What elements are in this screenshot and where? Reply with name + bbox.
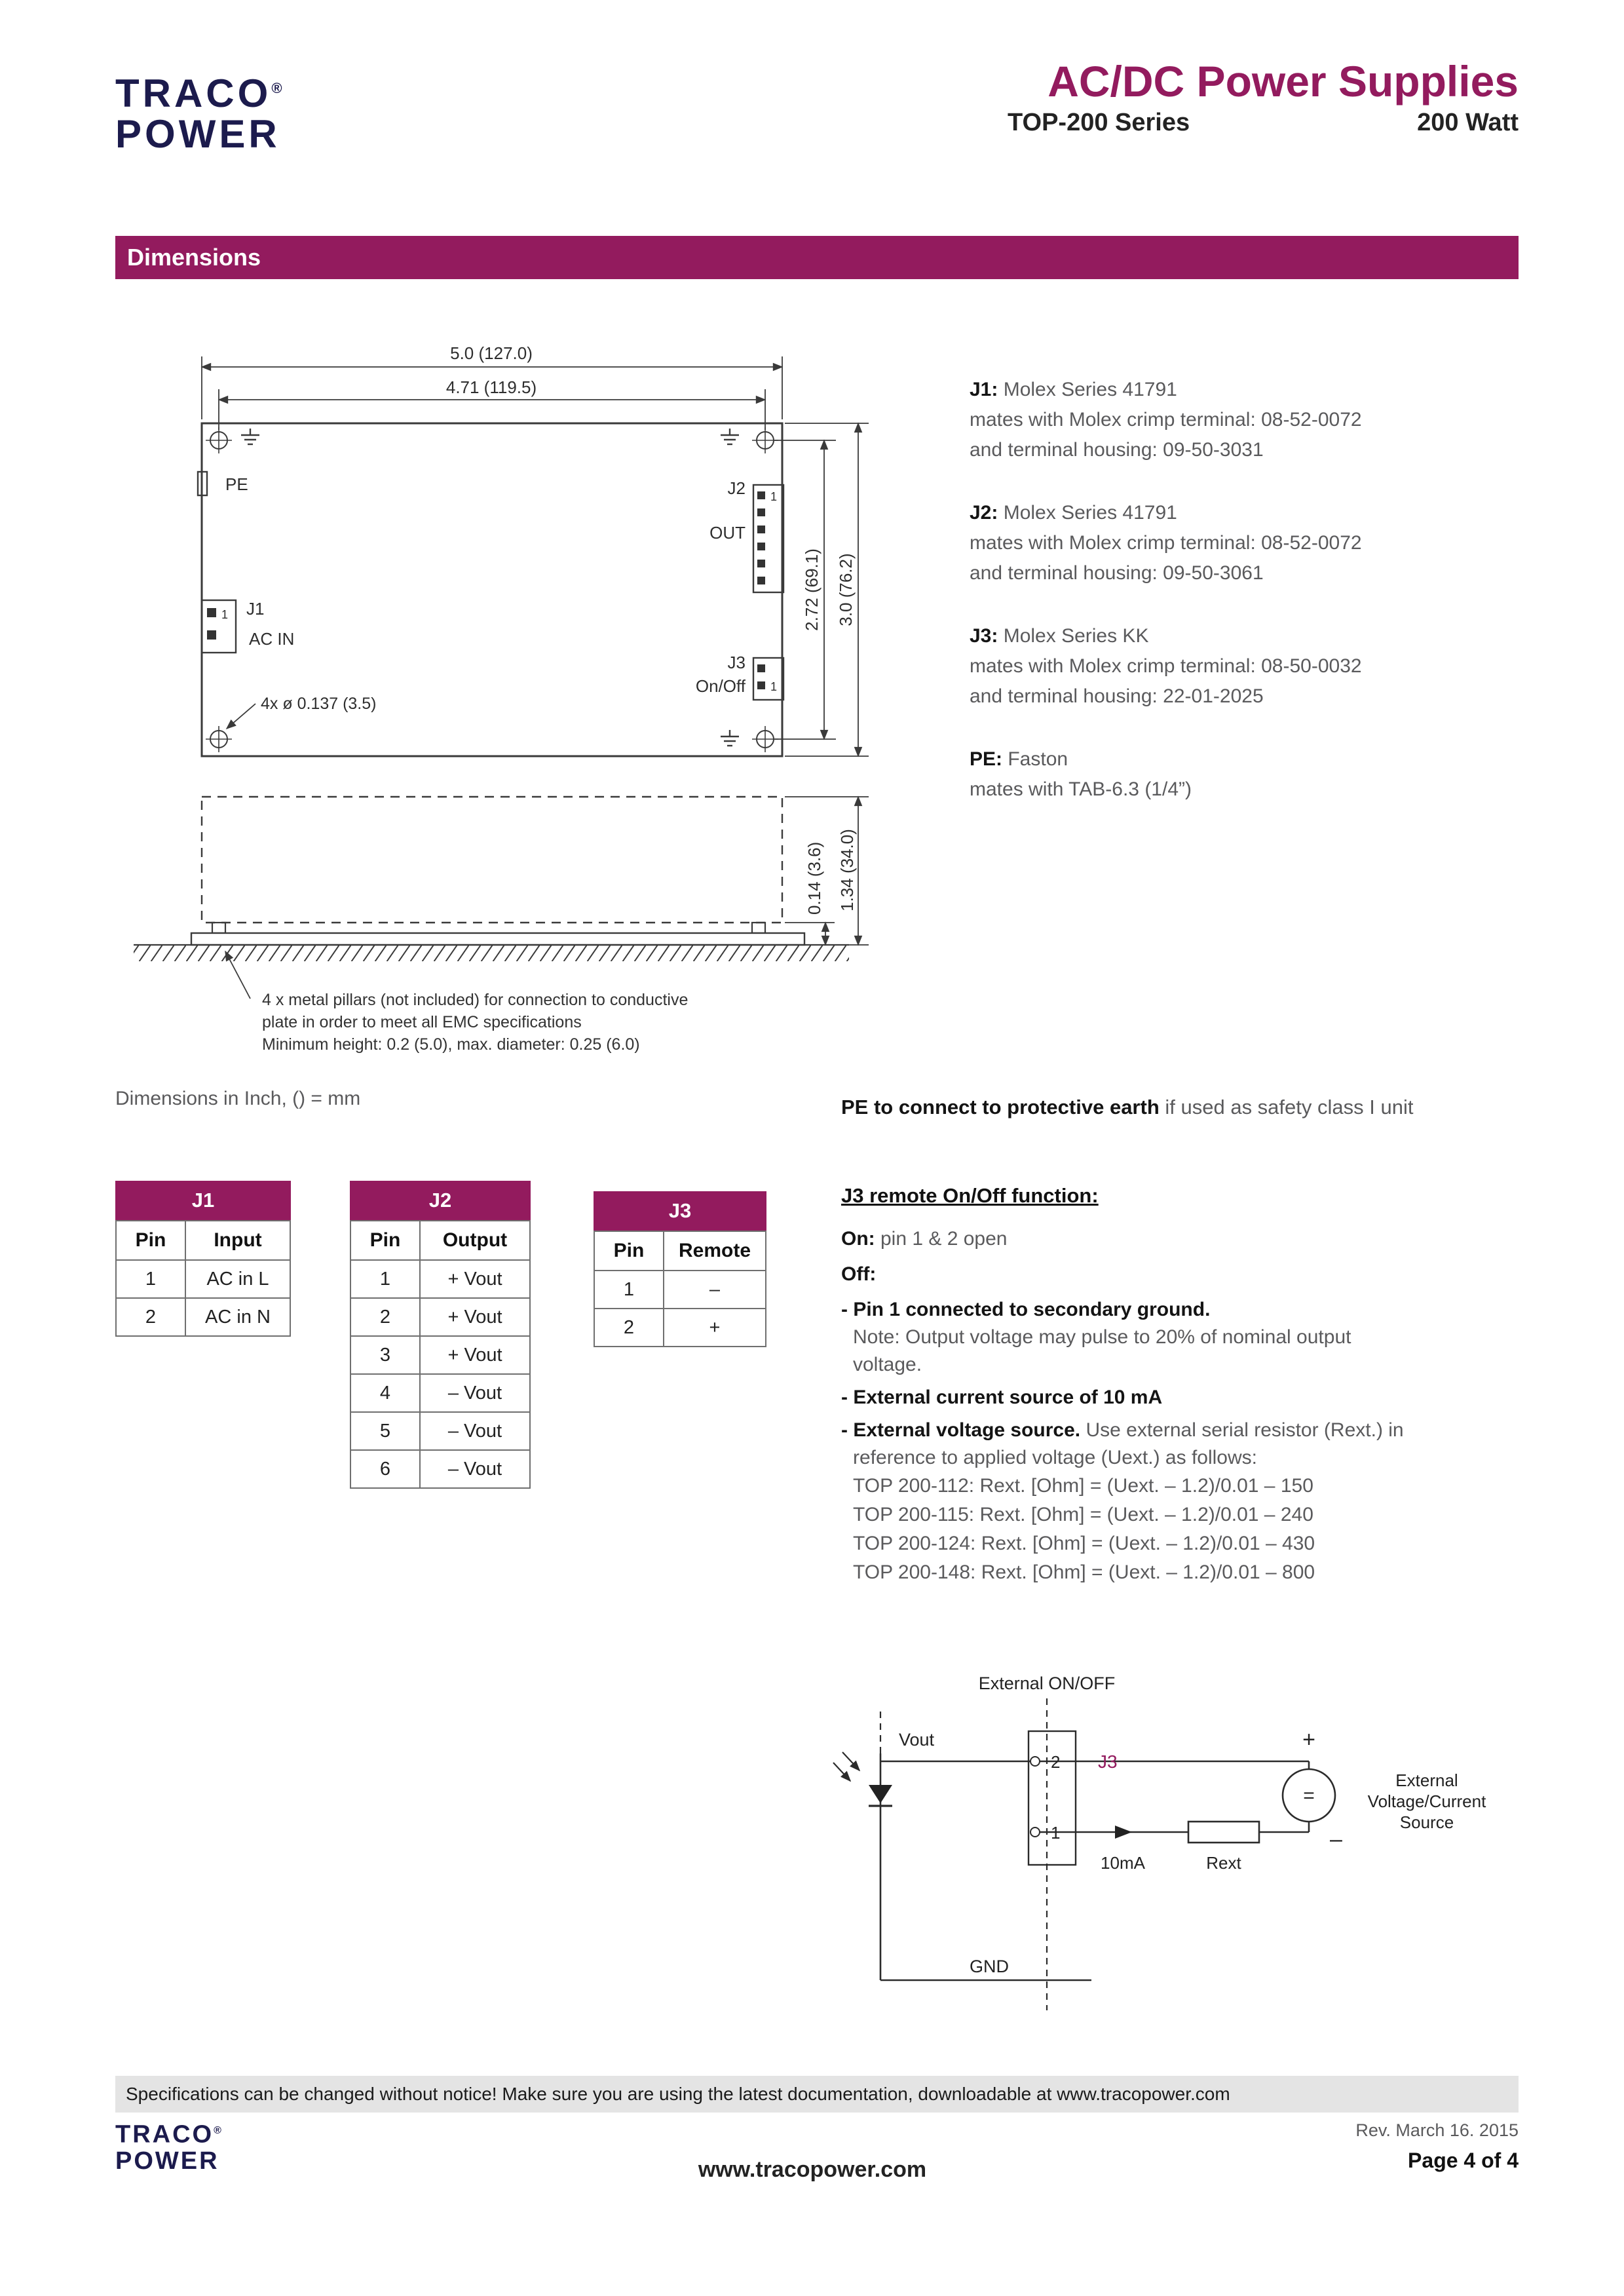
- formula-line: TOP 200-124: Rext. [Ohm] = (Uext. – 1.2)/0.01 – 430: [853, 1533, 1315, 1554]
- pillar-note-line1: 4 x metal pillars (not included) for connection to conductive: [262, 991, 689, 1009]
- dim-height-inner: 2.72 (69.1): [802, 548, 821, 631]
- gnd-label: GND: [970, 1957, 1009, 1976]
- circuit-wires: [880, 1698, 1309, 2010]
- earth-ground-icon: [721, 730, 739, 746]
- source-caption-line1: External: [1395, 1770, 1458, 1790]
- j1-table-title: J1: [115, 1181, 291, 1220]
- footer-website-link[interactable]: www.tracopower.com: [698, 2157, 927, 2182]
- led-diode-icon: [833, 1752, 892, 1806]
- j1-drawing-label: J1: [246, 599, 265, 619]
- connector-info-column: [970, 375, 1533, 837]
- table-cell: 5: [350, 1412, 420, 1450]
- table-header: Input: [185, 1221, 290, 1260]
- table-cell: 3: [350, 1336, 420, 1374]
- out-label: OUT: [709, 523, 746, 543]
- rext-label: Rext: [1206, 1853, 1241, 1873]
- table-header: Pin: [350, 1221, 420, 1260]
- j3-pin-table: [594, 1191, 766, 1347]
- j1-info: J1: Molex Series 41791 mates with Molex crimp terminal: 08-52-0072 and terminal housing: 09-50-3031: [970, 379, 1362, 461]
- j3-drawing-label: J3: [727, 653, 746, 672]
- minus-label: –: [1330, 1827, 1342, 1852]
- pe-label: PE: [225, 474, 248, 494]
- table-cell: 6: [350, 1450, 420, 1488]
- remote-item1: - Pin 1 connected to secondary ground.: [841, 1299, 1211, 1320]
- table-row: [594, 1309, 766, 1347]
- earth-ground-icon: [721, 429, 739, 444]
- j2-drawing-label: J2: [727, 478, 746, 498]
- j1-info-label: J1:: [970, 379, 998, 400]
- table-cell: 1: [116, 1260, 185, 1298]
- pe-info-label: PE:: [970, 748, 1003, 770]
- current-direction-arrow: [1115, 1826, 1132, 1839]
- table-row: [350, 1298, 530, 1336]
- j3-connector-symbol: [1029, 1731, 1076, 1865]
- table-cell: 1: [350, 1260, 420, 1298]
- table-cell: 2: [116, 1298, 185, 1336]
- table-cell: 1: [594, 1271, 664, 1309]
- dimension-drawing: [115, 315, 901, 1075]
- table-cell: – Vout: [420, 1412, 530, 1450]
- table-cell: + Vout: [420, 1260, 530, 1298]
- units-note: Dimensions in Inch, () = mm: [115, 1088, 361, 1109]
- holes-note: 4x ø 0.137 (3.5): [261, 695, 377, 713]
- header-title-block: [1008, 58, 1519, 137]
- registered-mark: ®: [214, 2125, 223, 2136]
- table-cell: – Vout: [420, 1450, 530, 1488]
- remote-item3: - External voltage source. Use external serial resistor (Rext.) in: [841, 1419, 1404, 1441]
- table-row: [350, 1260, 530, 1298]
- remote-function-section: J3 remote On/Off function: On: pin 1 & 2 open Off: - Pin 1 connected to secondary ground. Note: Output voltage may pulse to 20% of nominal output voltage. - External current source of 10 mA - External voltage source. Use external serial resistor (Rext.) in reference to applied voltage (Uext.) as follows: TOP 200-112: Rext. [Ohm] = (Uext. – 1.2)/0.01 – 150 TOP 200-115: Rext. [Ohm] = (Uext. – 1.2)/0.01 – 240 TOP 200-124: Rext. [Ohm] = (Uext. – 1.2)/0.01 – 430 TOP 200-148: Rext. [Ohm] = (Uext. – 1.2)/0.01 – 800: [841, 1182, 1509, 1587]
- j3-connector: [753, 658, 784, 700]
- source-caption-line3: Source: [1399, 1812, 1454, 1832]
- table-row: [350, 1336, 530, 1374]
- revision-date: Rev. March 16. 2015: [1355, 2120, 1519, 2140]
- external-onoff-label: External ON/OFF: [978, 1674, 1116, 1693]
- off-label: Off:: [841, 1263, 877, 1285]
- dim-pillar-height: 0.14 (3.6): [804, 841, 824, 915]
- table-header: Remote: [664, 1231, 766, 1271]
- source-eq-label: =: [1303, 1785, 1315, 1807]
- table-cell: –: [664, 1271, 766, 1309]
- j2-connector: [753, 485, 784, 592]
- resistor-symbol: [1188, 1822, 1259, 1843]
- pe-safety-note: PE to connect to protective earth if used as safety class I unit: [841, 1096, 1414, 1119]
- footer-rev-block: [1355, 2120, 1519, 2173]
- table-cell: + Vout: [420, 1298, 530, 1336]
- table-cell: AC in L: [185, 1260, 290, 1298]
- formula-line: TOP 200-115: Rext. [Ohm] = (Uext. – 1.2)/0.01 – 240: [853, 1504, 1313, 1525]
- j1-pin-table: [115, 1181, 291, 1337]
- table-cell: 2: [594, 1309, 664, 1347]
- side-view: [134, 797, 849, 961]
- j2-table-title: J2: [350, 1181, 531, 1220]
- j2-pin-table: [350, 1181, 531, 1489]
- pillar-note-line2: plate in order to meet all EMC specifications: [262, 1013, 582, 1031]
- page-title: AC/DC Power Supplies: [1048, 57, 1519, 105]
- pe-info: PE: Faston mates with TAB-6.3 (1/4”): [970, 748, 1192, 800]
- dim-width-outer: 5.0 (127.0): [450, 343, 533, 363]
- ac-in-label: AC IN: [249, 629, 295, 649]
- j1-pin1-number: 1: [221, 608, 229, 621]
- holes-note-arrow: [227, 704, 255, 729]
- dim-height-outer: 3.0 (76.2): [836, 553, 856, 626]
- formula-line: TOP 200-148: Rext. [Ohm] = (Uext. – 1.2)/0.01 – 800: [853, 1561, 1315, 1583]
- j2-info: J2: Molex Series 41791 mates with Molex crimp terminal: 08-52-0072 and terminal housing: 09-50-3061: [970, 502, 1362, 584]
- table-cell: 4: [350, 1374, 420, 1412]
- vout-label: Vout: [899, 1730, 935, 1750]
- pin2-number: 2: [1051, 1752, 1061, 1772]
- dim-width-inner: 4.71 (119.5): [445, 377, 537, 397]
- j1-connector: [202, 600, 236, 653]
- table-cell: 2: [350, 1298, 420, 1336]
- table-cell: AC in N: [185, 1298, 290, 1336]
- logo-line1: TRACO®: [115, 71, 282, 115]
- table-header: Pin: [116, 1221, 185, 1260]
- registered-mark: ®: [271, 80, 282, 96]
- j2-pin1-number: 1: [770, 490, 778, 503]
- dim-total-height: 1.34 (34.0): [837, 829, 857, 911]
- j3-info: J3: Molex Series KK mates with Molex crimp terminal: 08-50-0032 and terminal housing: 22-01-2025: [970, 625, 1362, 707]
- footer-notice-bar: Specifications can be changed without notice! Make sure you are using the latest documentation, downloadable at www.tracopower.com: [115, 2076, 1519, 2113]
- table-row: [594, 1271, 766, 1309]
- table-cell: +: [664, 1309, 766, 1347]
- table-row: [116, 1260, 290, 1298]
- formula-line: TOP 200-112: Rext. [Ohm] = (Uext. – 1.2)/0.01 – 150: [853, 1475, 1313, 1497]
- onoff-label: On/Off: [695, 676, 746, 696]
- table-header: Output: [420, 1221, 530, 1260]
- remote-section-title: J3 remote On/Off function:: [841, 1184, 1099, 1207]
- table-row: [350, 1374, 530, 1412]
- j2-info-label: J2:: [970, 502, 998, 524]
- table-header: Pin: [594, 1231, 664, 1271]
- dimensions-section-bar: Dimensions: [115, 236, 1519, 279]
- j3-pin1-number: 1: [770, 680, 778, 693]
- page-number: Page 4 of 4: [1408, 2149, 1519, 2172]
- table-cell: + Vout: [420, 1336, 530, 1374]
- source-caption-line2: Voltage/Current: [1367, 1791, 1486, 1811]
- j3-circuit-label: J3: [1098, 1751, 1118, 1772]
- earth-ground-icon: [241, 429, 259, 444]
- table-row: [350, 1412, 530, 1450]
- traco-power-logo: [115, 68, 282, 155]
- logo-line2: POWER: [115, 112, 280, 156]
- plus-label: +: [1302, 1727, 1315, 1752]
- j3-info-label: J3:: [970, 625, 998, 647]
- remote-item2: - External current source of 10 mA: [841, 1387, 1163, 1408]
- pillar-note-line3: Minimum height: 0.2 (5.0), max. diameter: 0.25 (6.0): [262, 1035, 640, 1054]
- current-label: 10mA: [1101, 1853, 1145, 1873]
- pin1-number: 1: [1051, 1823, 1061, 1843]
- wattage-label: 200 Watt: [1417, 109, 1519, 136]
- footer-logo: TRACO® POWER: [115, 2120, 223, 2175]
- remote-onoff-circuit: [728, 1667, 1567, 2034]
- table-row: [116, 1298, 290, 1336]
- j3-table-title: J3: [594, 1191, 766, 1231]
- series-label: TOP-200 Series: [1008, 109, 1190, 136]
- table-cell: – Vout: [420, 1374, 530, 1412]
- table-row: [350, 1450, 530, 1488]
